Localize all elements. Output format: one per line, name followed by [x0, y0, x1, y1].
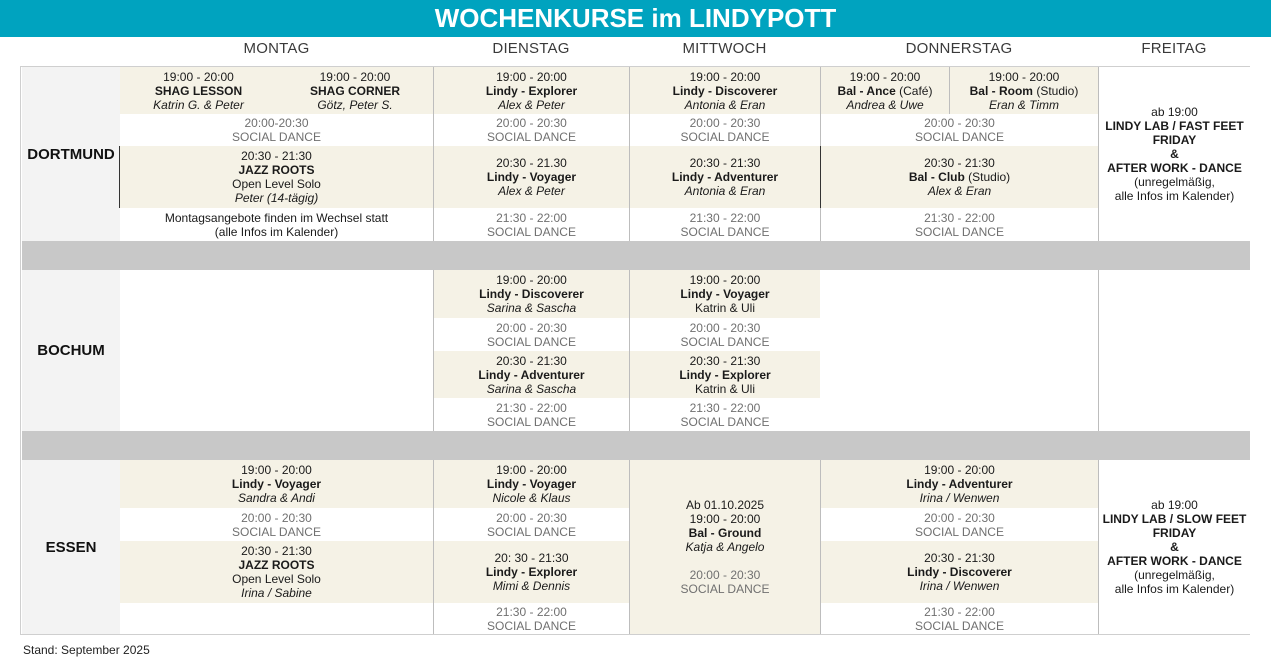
essen-mon-jazz-roots — [120, 541, 433, 603]
teachers: Eran & Timm — [989, 97, 1059, 112]
essen-mon-course-1 — [120, 460, 433, 508]
social-label: SOCIAL DANCE — [487, 224, 576, 239]
level: Open Level Solo — [232, 177, 321, 191]
course-title: & — [1170, 540, 1179, 554]
time: 19:00 - 20:00 — [689, 512, 761, 526]
time: 19:00 - 20:00 — [849, 69, 921, 84]
course-title: Lindy - Discoverer — [907, 565, 1012, 579]
essen-tue-course-1 — [434, 460, 629, 508]
social-label: SOCIAL DANCE — [915, 524, 1004, 539]
essen-fri-lindy-lab — [1099, 460, 1250, 634]
schedule-grid — [20, 66, 1250, 635]
teachers: Irina / Wenwen — [919, 579, 1000, 593]
teachers: Irina / Sabine — [241, 586, 312, 600]
essen-thu-social-1 — [821, 508, 1098, 541]
note-line: (alle Infos im Kalender) — [214, 224, 339, 239]
column-divider — [949, 67, 950, 114]
social-label: SOCIAL DANCE — [915, 130, 1004, 144]
room: (Studio) — [964, 170, 1011, 184]
course-title: Lindy - Adventurer — [671, 170, 779, 184]
course-title: LINDY LAB / FAST FEET — [1105, 119, 1244, 133]
time: 21:30 - 22:00 — [924, 604, 995, 619]
bochum-wed-course-1 — [630, 270, 820, 318]
course-title: Bal - Room — [969, 83, 1033, 98]
note-line: alle Infos im Kalender) — [1114, 189, 1235, 203]
teachers: Katrin & Uli — [694, 301, 756, 315]
course-title: Lindy - Discoverer — [479, 287, 584, 301]
dortmund-mon-shag-corner — [277, 67, 433, 114]
dortmund-mon-note — [120, 208, 433, 241]
essen-thu-course-1 — [821, 460, 1098, 508]
course-title: Lindy - Explorer — [485, 565, 578, 579]
time: 21:30 - 22:00 — [496, 604, 567, 619]
course-title: Lindy - Voyager — [231, 477, 322, 491]
course-title: Lindy - Voyager — [486, 170, 577, 184]
bochum-fri-empty — [1099, 270, 1250, 431]
course-title: Lindy - Adventurer — [478, 367, 585, 382]
teachers: Sarina & Sascha — [486, 301, 577, 315]
course-title: JAZZ ROOTS — [238, 163, 315, 177]
teachers: Peter (14-tägig) — [234, 191, 319, 205]
time: ab 19:00 — [1151, 498, 1198, 512]
time: 20:00 - 20:30 — [496, 116, 567, 130]
teachers: Katja & Angelo — [685, 540, 765, 554]
teachers: Sandra & Andi — [238, 491, 315, 505]
time: 21:30 - 22:00 — [924, 210, 995, 225]
bochum-wed-social-1 — [630, 318, 820, 351]
teachers: Irina / Wenwen — [919, 491, 1000, 505]
course-title: SHAG LESSON — [154, 83, 243, 98]
course-title: Bal - Ground — [688, 526, 762, 540]
row-separator — [22, 431, 1250, 460]
social-label: SOCIAL DANCE — [915, 618, 1004, 633]
time: 19:00 - 20:00 — [988, 69, 1060, 84]
column-divider — [433, 460, 434, 634]
dortmund-thu-social-2 — [821, 208, 1098, 241]
time: 19:00 - 20:00 — [689, 273, 761, 287]
time: 20:30 - 21:30 — [689, 156, 761, 170]
time: 20: 30 - 21:30 — [494, 551, 569, 565]
column-divider — [1098, 270, 1099, 431]
course-title: Lindy - Voyager — [680, 287, 770, 301]
dortmund-wed-social-2 — [630, 208, 820, 241]
column-divider — [433, 67, 434, 241]
column-divider — [629, 270, 630, 431]
bochum-thu-empty — [821, 270, 1098, 431]
note-line: (unregelmäßig, — [1134, 175, 1215, 189]
column-divider — [820, 460, 821, 634]
room: (Studio) — [1032, 83, 1079, 98]
accent-divider — [119, 146, 120, 208]
dortmund-tue-course-2 — [434, 146, 629, 208]
social-label: SOCIAL DANCE — [915, 224, 1004, 239]
time: 19:00 - 20:00 — [319, 69, 391, 84]
dortmund-thu-social-1 — [821, 114, 1098, 146]
bochum-mon-empty — [120, 270, 433, 431]
time: 20:30 - 21:30 — [924, 551, 995, 565]
city-bochum: BOCHUM — [22, 270, 120, 431]
teachers: Katrin & Uli — [694, 381, 756, 396]
time: 20:00 - 20:30 — [496, 510, 567, 525]
day-header-wednesday: MITTWOCH — [682, 40, 767, 57]
column-divider — [629, 67, 630, 241]
course-title: LINDY LAB / SLOW FEET — [1102, 512, 1247, 526]
teachers: Sarina & Sascha — [486, 381, 577, 396]
course-title: Bal - Club — [908, 170, 965, 184]
essen-mon-social — [120, 508, 433, 541]
accent-divider — [820, 146, 821, 208]
time: 19:00 - 20:00 — [241, 463, 312, 477]
time: ab 19:00 — [1151, 105, 1198, 119]
time: 20:30 - 21:30 — [241, 544, 312, 558]
column-divider — [629, 460, 630, 634]
time: 20:00 - 20:30 — [924, 510, 995, 525]
note-line: alle Infos im Kalender) — [1114, 582, 1235, 596]
essen-tue-social-1 — [434, 508, 629, 541]
bochum-tue-social-2 — [434, 398, 629, 431]
bochum-tue-course-1 — [434, 270, 629, 318]
social-label: SOCIAL DANCE — [487, 618, 576, 633]
time: 19:00 - 20:00 — [163, 69, 234, 84]
time: 20:30 - 21.30 — [496, 156, 567, 170]
note-line: Montagsangebote finden im Wechsel statt — [164, 210, 389, 225]
column-divider — [1098, 460, 1099, 634]
bochum-wed-social-2 — [630, 398, 820, 431]
dortmund-tue-course-1 — [434, 67, 629, 114]
essen-tue-course-2 — [434, 541, 629, 603]
city-essen: ESSEN — [22, 460, 120, 634]
teachers: Nicole & Klaus — [492, 491, 571, 505]
time: 19:00 - 20:00 — [496, 273, 567, 287]
social-label: SOCIAL DANCE — [487, 334, 576, 349]
essen-mon-empty — [120, 603, 433, 634]
social-label: SOCIAL DANCE — [487, 414, 576, 429]
dortmund-wed-course-2 — [630, 146, 820, 208]
time: 20:00 - 20:30 — [689, 568, 761, 582]
dortmund-wed-course-1 — [630, 67, 820, 114]
column-divider — [1098, 67, 1099, 241]
course-title: FRIDAY — [1152, 526, 1197, 540]
day-header-thursday: DONNERSTAG — [905, 40, 1013, 57]
time: 19:00 - 20:00 — [924, 463, 995, 477]
dortmund-thu-bal-room — [950, 67, 1098, 114]
start-date: Ab 01.10.2025 — [685, 498, 765, 512]
level: Open Level Solo — [232, 572, 321, 586]
time: 19:00 - 20:00 — [689, 69, 761, 84]
social-label: SOCIAL DANCE — [680, 224, 770, 239]
teachers: Mimi & Dennis — [492, 579, 571, 593]
bochum-tue-course-2 — [434, 351, 629, 398]
time: 19:00 - 20:00 — [496, 69, 567, 84]
social-label: SOCIAL DANCE — [680, 414, 770, 429]
course-title: Bal - Ance — [837, 83, 896, 98]
time: 21:30 - 22:00 — [689, 210, 761, 225]
course-title: Lindy - Explorer — [485, 83, 578, 98]
social-label: SOCIAL DANCE — [232, 130, 321, 144]
city-dortmund: DORTMUND — [22, 67, 120, 241]
column-divider — [433, 270, 434, 431]
time: 20:30 - 21:30 — [241, 149, 312, 163]
social-label: SOCIAL DANCE — [487, 130, 576, 144]
dortmund-mon-social — [120, 114, 433, 146]
teachers: Antonia & Eran — [684, 97, 766, 112]
time: 20:00-20:30 — [244, 116, 309, 130]
time: 20:00 - 20:30 — [689, 320, 761, 335]
course-title: AFTER WORK - DANCE — [1107, 554, 1242, 568]
dortmund-thu-bal-ance — [821, 67, 949, 114]
essen-tue-social-2 — [434, 603, 629, 634]
dortmund-mon-shag-lesson — [120, 67, 277, 114]
essen-wed-bal-ground — [630, 460, 820, 634]
course-title: Lindy - Adventurer — [906, 477, 1013, 491]
time: 20:00 - 20:30 — [689, 116, 761, 130]
time: 20:30 - 21:30 — [496, 353, 567, 368]
time: 21:30 - 22:00 — [496, 400, 567, 415]
teachers: Antonia & Eran — [684, 184, 766, 198]
teachers: Katrin G. & Peter — [153, 97, 244, 112]
dortmund-thu-bal-club — [821, 146, 1098, 208]
dortmund-mon-jazz-roots — [120, 146, 433, 208]
course-title: AFTER WORK - DANCE — [1107, 161, 1242, 175]
course-title: SHAG CORNER — [309, 83, 400, 98]
note-line: (unregelmäßig, — [1134, 568, 1215, 582]
essen-thu-course-2 — [821, 541, 1098, 603]
teachers: Alex & Peter — [498, 97, 565, 112]
time: 19:00 - 20:00 — [496, 463, 567, 477]
time: 20:00 - 20:30 — [241, 510, 312, 525]
course-title: Lindy - Voyager — [486, 477, 577, 491]
teachers: Alex & Eran — [927, 184, 992, 198]
dortmund-wed-social-1 — [630, 114, 820, 146]
dortmund-tue-social-1 — [434, 114, 629, 146]
room: (Café) — [895, 83, 933, 98]
social-label: SOCIAL DANCE — [487, 524, 576, 539]
dortmund-fri-lindy-lab — [1099, 67, 1250, 241]
time: 21:30 - 22:00 — [689, 400, 761, 415]
teachers: Götz, Peter S. — [317, 97, 393, 112]
row-separator — [22, 241, 1250, 270]
teachers: Alex & Peter — [498, 184, 565, 198]
day-header-monday: MONTAG — [243, 40, 310, 57]
day-header-friday: FREITAG — [1141, 40, 1207, 57]
course-title: FRIDAY — [1152, 133, 1197, 147]
course-title: Lindy - Discoverer — [672, 83, 778, 98]
day-header-tuesday: DIENSTAG — [492, 40, 570, 57]
bochum-wed-course-2 — [630, 351, 820, 398]
bochum-tue-social-1 — [434, 318, 629, 351]
time: 20:30 - 21:30 — [689, 353, 761, 368]
course-title: Lindy - Explorer — [679, 367, 771, 382]
essen-thu-social-2 — [821, 603, 1098, 634]
time: 20:30 - 21:30 — [924, 156, 995, 170]
page-title: WOCHENKURSE im LINDYPOTT — [0, 0, 1271, 37]
time: 20:00 - 20:30 — [924, 116, 995, 130]
course-title: & — [1170, 147, 1179, 161]
course-title: JAZZ ROOTS — [238, 558, 315, 572]
social-label: SOCIAL DANCE — [680, 334, 770, 349]
dortmund-tue-social-2 — [434, 208, 629, 241]
social-label: SOCIAL DANCE — [680, 130, 770, 144]
social-label: SOCIAL DANCE — [232, 524, 321, 539]
social-label: SOCIAL DANCE — [680, 582, 770, 596]
time: 20:00 - 20:30 — [496, 320, 567, 335]
teachers: Andrea & Uwe — [846, 97, 924, 112]
footer-status: Stand: September 2025 — [23, 643, 150, 657]
time: 21:30 - 22:00 — [496, 210, 567, 225]
